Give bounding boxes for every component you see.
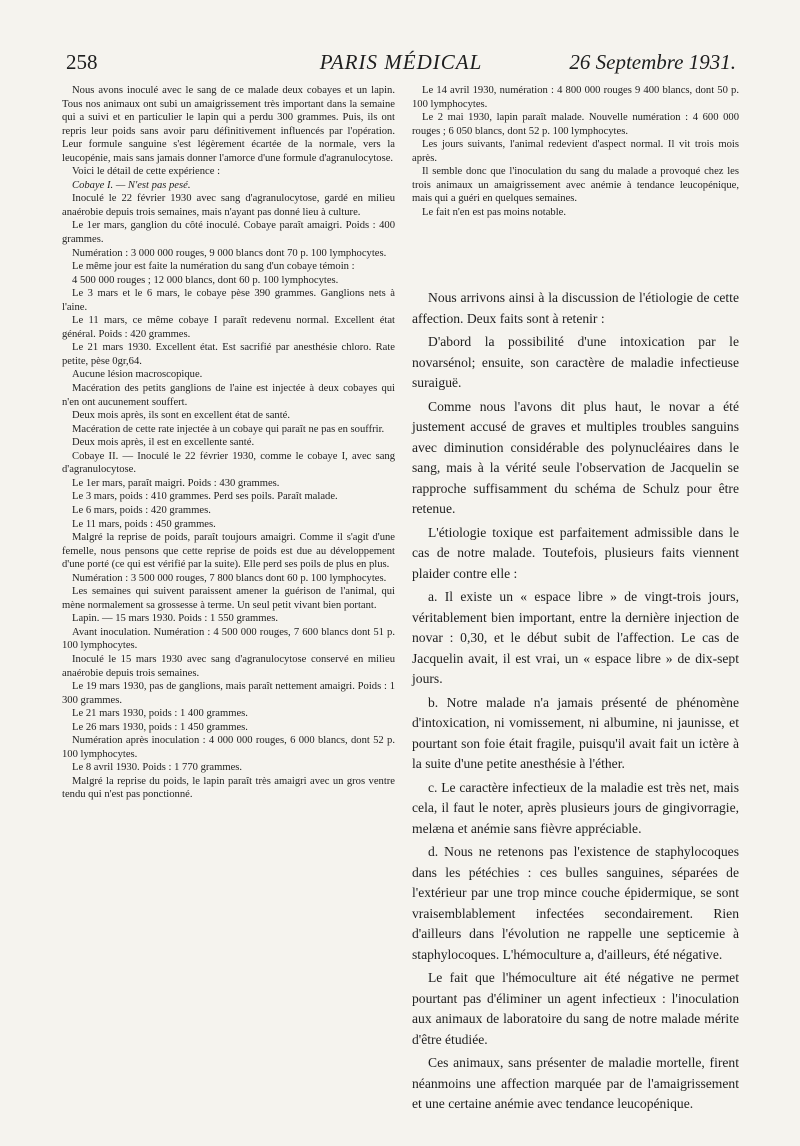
paragraph: 4 500 000 rouges ; 12 000 blancs, dont 60 p. 100 lymphocytes. [72, 274, 339, 286]
issue-date: 26 Septembre 1931. [569, 50, 736, 74]
paragraph: Le 6 mars, poids : 420 grammes. [72, 504, 211, 516]
paragraph: Deux mois après, il est en excellente santé. [72, 437, 255, 449]
right-column-discussion [412, 288, 739, 1118]
paragraph: Le fait que l'hémoculture ait été négative ne permet pourtant pas d'éliminer un agent infectieux : l'inoculation aux animaux de laboratoire du sang de notre malade mérite d'être étudiée. [412, 970, 739, 1047]
paragraph: Le 11 mars, ce même cobaye I paraît redevenu normal. Excellent état général. Poids : 420 grammes. [62, 315, 395, 340]
paragraph: Le 8 avril 1930. Poids : 1 770 grammes. [72, 762, 243, 774]
paragraph: Comme nous l'avons dit plus haut, le novar a été justement accusé de graves et multiples troubles sanguins avec diminution considérable des polynucléaires dans le sang, mais à la vérité seule l'observation de Jacquelin se rapproche suffisamment du schéma de Schulz pour être retenue. [412, 398, 739, 516]
paragraph: Le même jour est faite la numération du sang d'un cobaye témoin : [72, 261, 355, 273]
paragraph: Avant inoculation. Numération : 4 500 000 rouges, 7 600 blancs dont 51 p. 100 lymphocytes. [62, 626, 395, 652]
paragraph: Le 21 mars 1930, poids : 1 400 grammes. [72, 708, 248, 720]
right-column-notes [412, 84, 739, 219]
paragraph: Le 11 mars, poids : 450 grammes. [72, 518, 216, 530]
paragraph: Les semaines qui suivent paraissent amener la guérison de l'animal, qui mène normalement sa grossesse à terme. Un seul petit vivant bien portant. [62, 586, 395, 611]
paragraph: Cobaye II. — Inoculé le 22 février 1930, comme le cobaye I, avec sang d'agranulocytose. [62, 450, 395, 476]
paragraph: Aucune lésion macroscopique. [72, 369, 203, 381]
paragraph: Malgré la reprise de poids, paraît toujours amaigri. Comme il s'agit d'une femelle, nous pensons que cette reprise de poids est due au développement d'une porté (ce qui est vérifié par la suite). Elle perd ses poils de plus en plus. [62, 532, 395, 571]
paragraph: Le 26 mars 1930, poids : 1 450 grammes. [72, 721, 248, 733]
running-header [66, 50, 736, 80]
paragraph: Nous avons inoculé avec le sang de ce malade deux cobayes et un lapin. Tous nos animaux ont subi un amaigrissement très important dans la semaine qui a suivi et en particulier le lapin qui a perdu 300 grammes. Puis, ils ont repris leur poids sans avoir paru définitivement influencés par l'opération. Leur formule sanguine s'est légèrement écartée de la normale, vers la leucopénie, mais sans jamais donner l'amorce d'une formule d'agranulocytose. [62, 85, 395, 164]
paragraph: Lapin. — 15 mars 1930. Poids : 1 550 grammes. [72, 613, 278, 625]
paragraph: Deux mois après, ils sont en excellent état de santé. [72, 410, 290, 422]
paragraph: D'abord la possibilité d'une intoxication par le novarsénol; ensuite, son caractère de maladie infectieuse suraiguë. [412, 334, 739, 390]
paragraph: Inoculé le 22 février 1930 avec sang d'agranulocytose, gardé en milieu anaérobie depuis trois semaines, mais n'ayant pas donné lieu à culture. [62, 193, 395, 218]
paragraph: L'étiologie toxique est parfaitement admissible dans le cas de notre malade. Toutefois, plusieurs faits viennent plaider contre elle : [412, 524, 739, 581]
paragraph: Le 1er mars, paraît maigri. Poids : 430 grammes. [72, 477, 280, 489]
paragraph: Les jours suivants, l'animal redevient d'aspect normal. Il vit trois mois après. [412, 139, 739, 164]
paragraph: b. Notre malade n'a jamais présenté de phénomène d'intoxication, ni vomissement, ni albumine, ni jaunisse, et pourtant son foie était fragile, puisqu'il avait fait un ictère à la suite d'une petite anesthésie à l'éther. [412, 694, 739, 771]
paragraph: Numération : 3 000 000 rouges, 9 000 blancs dont 70 p. 100 lymphocytes. [72, 247, 387, 259]
left-column [62, 84, 395, 802]
paragraph: Le 21 mars 1930. Excellent état. Est sacrifié par anesthésie chloro. Rate petite, pèse 0gr,64. [62, 342, 395, 367]
paragraph: Le fait n'en est pas moins notable. [422, 206, 567, 218]
paragraph: Le 3 mars, poids : 410 grammes. Perd ses poils. Paraît malade. [72, 491, 338, 503]
journal-title: PARIS MÉDICAL [319, 50, 483, 74]
paragraph: Le 2 mai 1930, lapin paraît malade. Nouvelle numération : 4 600 000 rouges ; 6 050 blancs, dont 52 p. 100 lymphocytes. [412, 112, 739, 137]
paragraph: Numération après inoculation : 4 000 000 rouges, 6 000 blancs, dont 52 p. 100 lymphocytes. [62, 735, 395, 760]
paragraph: c. Le caractère infectieux de la maladie est très net, mais cela, il faut le noter, après plusieurs jours de gingivorragie, melæna et anémie sans fièvre appréciable. [412, 779, 739, 836]
paragraph: Ces animaux, sans présenter de maladie mortelle, firent néanmoins une affection marquée par de l'amaigrissement et une certaine anémie avec tendance leucopénique. [412, 1055, 739, 1111]
paragraph: a. Il existe un « espace libre » de vingt-trois jours, véritablement bien important, entre la dernière injection de novar : 0,30, et le début subit de l'affection. Le cas de Jacquelin avait, il est vrai, un « espace libre » de dix-sept jours. [412, 589, 739, 686]
paragraph: Macération de cette rate injectée à un cobaye qui paraît ne pas en souffrir. [72, 423, 385, 435]
paragraph: Nous arrivons ainsi à la discussion de l'étiologie de cette affection. Deux faits sont à retenir : [412, 290, 739, 326]
paragraph: Le 3 mars et le 6 mars, le cobaye pèse 390 grammes. Ganglions nets à l'aine. [62, 288, 395, 313]
paragraph: Le 1er mars, ganglion du côté inoculé. Cobaye paraît amaigri. Poids : 400 grammes. [62, 220, 395, 246]
paragraph: d. Nous ne retenons pas l'existence de staphylocoques dans les pétéchies : ces bulles sanguines, séparées de l'extérieur par une trop mince couche épidermique, se sont vraisemblablement infectées secondairement. Rien d'ailleurs dans l'évolution ne rappelle une septicemie à staphylocoques. L'hémoculture a, d'ailleurs, été négative. [412, 844, 739, 962]
paragraph: Le 14 avril 1930, numération : 4 800 000 rouges 9 400 blancs, dont 50 p. 100 lymphocytes. [412, 85, 739, 110]
paragraph: Inoculé le 15 mars 1930 avec sang d'agranulocytose conservé en milieu anaérobie depuis trois semaines. [62, 653, 395, 679]
paragraph: Voici le détail de cette expérience : [72, 166, 221, 178]
paragraph: Il semble donc que l'inoculation du sang du malade a provoqué chez les trois animaux un amaigrissement avec anémie à tendance leucopénique, mais qui a guéri en quelques semaines. [412, 166, 739, 205]
paragraph: Cobaye I. — N'est pas pesé. [72, 179, 191, 191]
paragraph: Macération des petits ganglions de l'aine est injectée à deux cobayes qui n'en ont aucunement souffert. [62, 383, 395, 408]
page-number: 258 [66, 50, 98, 74]
paragraph: Numération : 3 500 000 rouges, 7 800 blancs dont 60 p. 100 lymphocytes. [72, 572, 387, 584]
paragraph: Le 19 mars 1930, pas de ganglions, mais paraît nettement amaigri. Poids : 1 300 grammes. [62, 681, 395, 706]
paragraph: Malgré la reprise du poids, le lapin paraît très amaigri avec un gros ventre tendu qui n'est pas ponctionné. [62, 775, 395, 801]
